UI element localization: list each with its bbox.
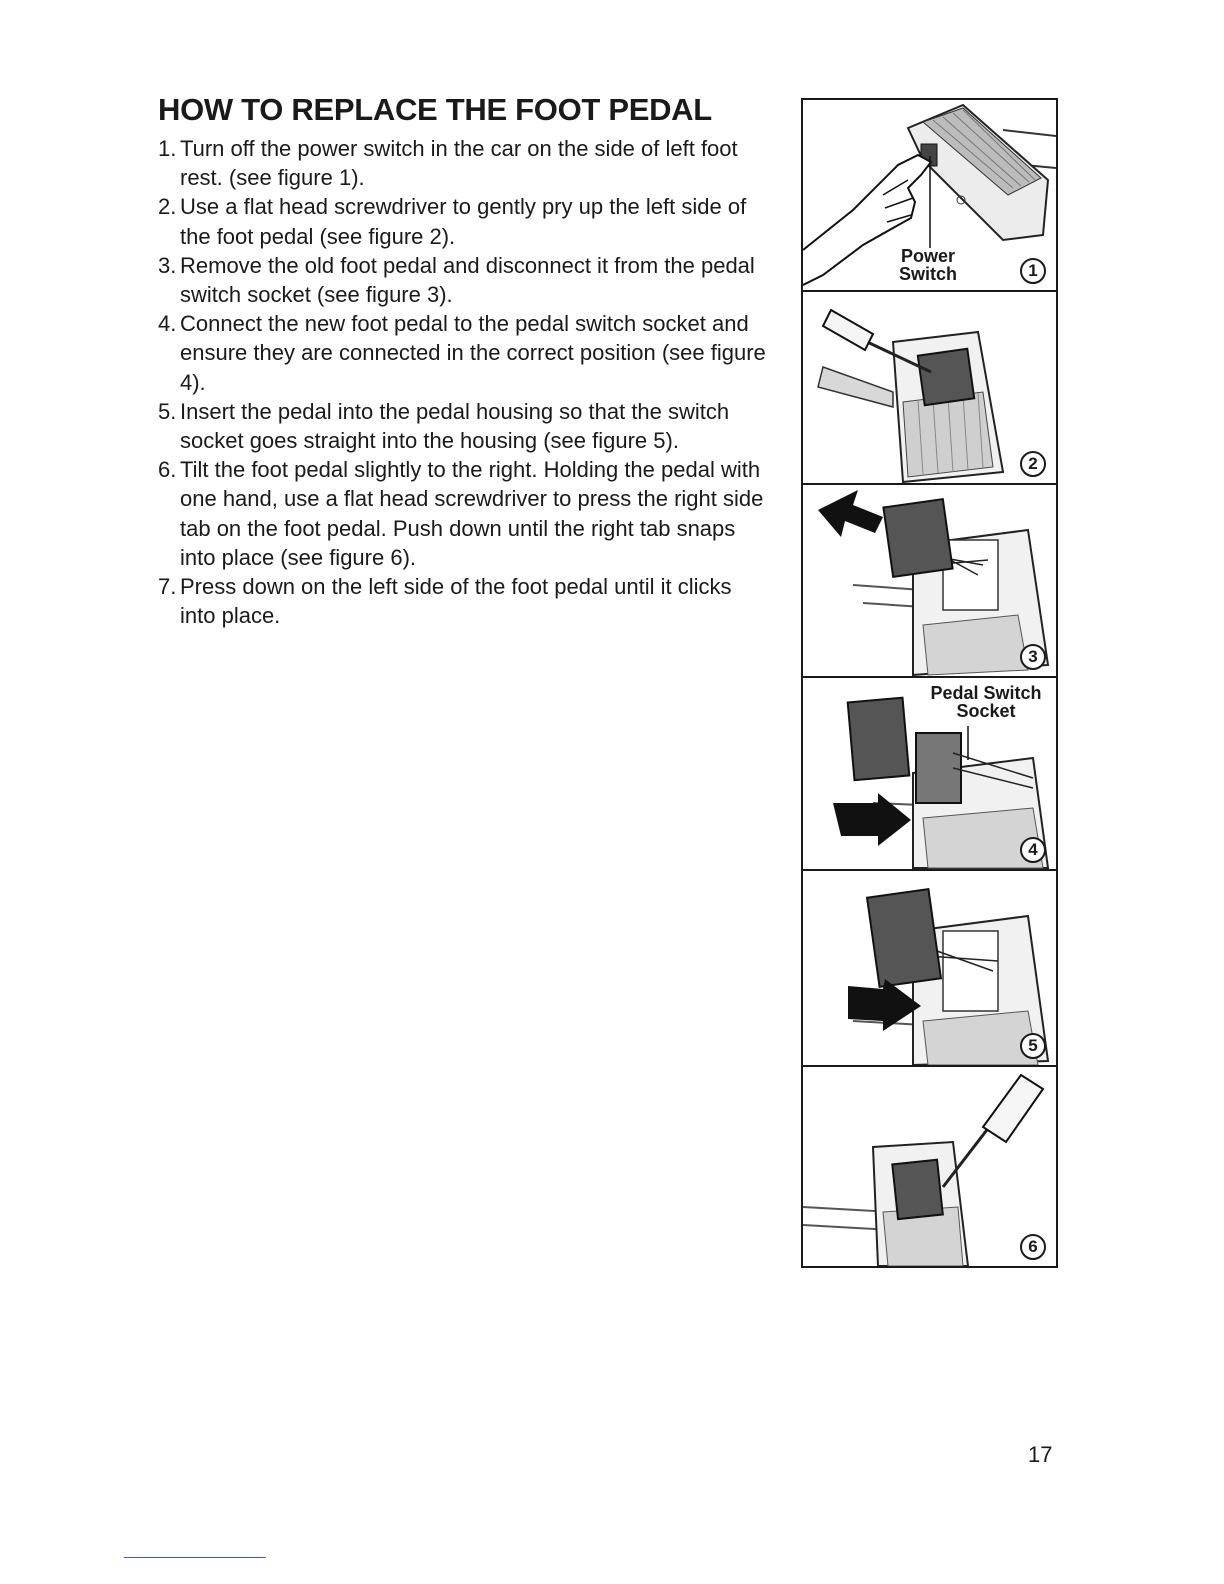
- figure-number-badge: 4: [1020, 837, 1046, 863]
- callout-line: Switch: [898, 264, 957, 284]
- pedal-switch-socket-callout: [921, 684, 1051, 720]
- figure-number-badge: 2: [1020, 451, 1046, 477]
- footer-rule: [124, 1557, 266, 1558]
- figure-5-panel: [803, 871, 1056, 1067]
- instruction-list: [158, 134, 773, 630]
- step-text: Remove the old foot pedal and disconnect it from the pedal switch socket (see figure 3).: [180, 252, 755, 308]
- instruction-step: [158, 397, 773, 455]
- instruction-step: [158, 134, 773, 192]
- page-number: 17: [1028, 1442, 1053, 1467]
- figure-2-panel: [803, 292, 1056, 485]
- step-number: 5.: [158, 398, 177, 424]
- figure-strip: [801, 98, 1058, 1268]
- instruction-step: [158, 192, 773, 250]
- step-number: 2.: [158, 194, 177, 220]
- instruction-step: [158, 309, 773, 397]
- remove-pedal-illustration: [803, 485, 1056, 678]
- step-number: 7.: [158, 574, 177, 600]
- figure-number-badge: 1: [1020, 258, 1046, 284]
- step-number: 6.: [158, 457, 177, 483]
- instruction-step: [158, 455, 773, 572]
- press-tab-illustration: [803, 1067, 1056, 1266]
- power-switch-callout: [883, 247, 973, 283]
- callout-line: Socket: [956, 701, 1016, 721]
- figure-number-badge: 6: [1020, 1234, 1046, 1260]
- step-number: 3.: [158, 252, 177, 278]
- insert-pedal-illustration: [803, 871, 1056, 1067]
- step-number: 4.: [158, 311, 177, 337]
- step-text: Tilt the foot pedal slightly to the right. Holding the pedal with one hand, use a flat head screwdriver to press the right side tab on the foot pedal. Push down until the right tab snaps into place (see figure 6).: [180, 457, 764, 570]
- figure-6-panel: [803, 1067, 1056, 1266]
- instruction-step: [158, 572, 773, 630]
- step-text: Press down on the left side of the foot pedal until it clicks into place.: [180, 574, 732, 629]
- instruction-step: [158, 251, 773, 309]
- figure-number-badge: 3: [1020, 644, 1046, 670]
- step-text: Use a flat head screwdriver to gently pry up the left side of the foot pedal (see figure 2).: [180, 194, 747, 249]
- callout-line: Pedal Switch: [930, 683, 1042, 703]
- step-text: Connect the new foot pedal to the pedal switch socket and ensure they are connected in the correct position (see figure 4).: [180, 311, 766, 395]
- pry-pedal-illustration: [803, 292, 1056, 485]
- step-number: 1.: [158, 136, 177, 161]
- step-text: Insert the pedal into the pedal housing so that the switch socket goes straight into the housing (see figure 5).: [180, 398, 730, 454]
- figure-number-badge: 5: [1020, 1033, 1046, 1059]
- figure-1-panel: [803, 100, 1056, 292]
- step-text: Turn off the power switch in the car on the side of left foot rest. (see figure 1).: [180, 136, 738, 191]
- figure-4-panel: [803, 678, 1056, 871]
- callout-line: Power: [900, 246, 956, 266]
- figure-3-panel: [803, 485, 1056, 678]
- page-title: HOW TO REPLACE THE FOOT PEDAL: [158, 92, 712, 127]
